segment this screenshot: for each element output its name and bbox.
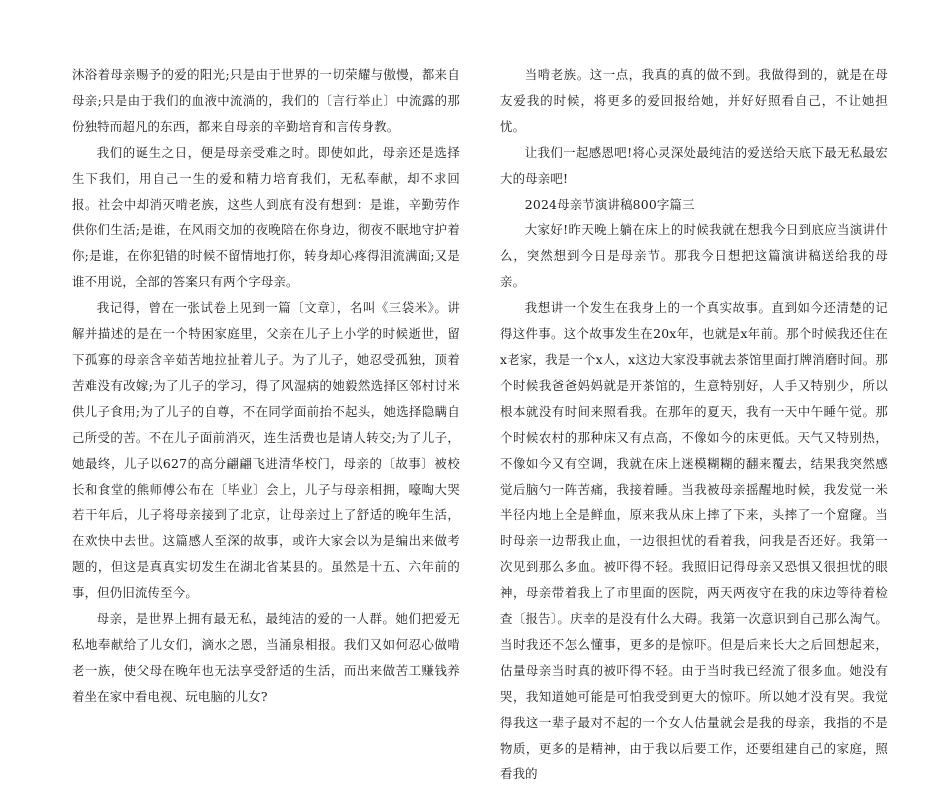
paragraph: 沐浴着母亲赐予的爱的阳光;只是由于世界的一切荣耀与傲慢，都来自母亲;只是由于我们的血液中流淌的，我们的〔言行举止〕中流露的那份独特而超凡的东西，都来自母亲的辛勤培育和言传身教。 (72, 67, 460, 134)
left-column (72, 62, 460, 710)
section-heading: 2024母亲节演讲稿800字篇三 (524, 196, 695, 212)
paragraph: 我想讲一个发生在我身上的一个真实故事。直到如今还清楚的记得这件事。这个故事发生在20x年，也就是x年前。那个时候我还住在x老家，我是一个x人，x这边大家没事就去茶馆里面打牌消磨时间。那个时候我爸爸妈妈就是开茶馆的，生意特别好，人手又特别少，所以根本就没有时间来照看我。在那年的夏天，我有一天中午睡午觉。那个时候农村的那种床又有点高，不像如今的床更低。天气又特别热，不像如今又有空调，我就在床上迷模糊糊的翻来覆去，结果我突然感觉后脑勺一阵苦痛，我接着睡。当我被母亲摇醒地时候，我发觉一米半径内地上全是鲜血，原来我从床上摔了下来，头摔了一个窟窿。当时母亲一边帮我止血，一边很担忧的看着我，问我是否还好。我第一次见到那么多血。被吓得不轻。我照旧记得母亲又恐惧又很担忧的眼神，母亲带着我上了市里面的医院，两天两夜守在我的床边等待着检查〔报告〕。庆幸的是没有什么大碍。我第一次意识到自己那么淘气。当时我还不怎么懂事，更多的是惊吓。但是后来长大之后回想起来，估量母亲当时真的被吓得不轻。由于当时我已经流了很多血。她没有哭，我知道她可能是可怕我受到更大的惊吓。所以她才没有哭。我觉得我这一辈子最对不起的一个女人估量就会是我的母亲，我指的不是物质，更多的是精神，由于我以后要工作，还要组建自己的家庭，照看我的 (500, 300, 888, 782)
paragraph: 大家好!昨天晚上躺在床上的时候我就在想我今日到底应当演讲什么，突然想到今日是母亲节。那我今日想把这篇演讲稿送给我的母亲。 (500, 222, 888, 290)
paragraph: 让我们一起感恩吧!将心灵深处最纯洁的爱送给天底下最无私最宏大的母亲吧! (500, 144, 888, 186)
paragraph: 母亲，是世界上拥有最无私，最纯洁的爱的一人群。她们把爱无私地奉献给了儿女们，滴水之恩，当涌泉相报。我们又如何忍心做啃老一族，使父母在晚年也无法享受舒适的生活，而出来做苦工赚钱养着坐在家中看电视、玩电脑的儿女? (72, 611, 460, 704)
paragraph: 当啃老族。这一点，我真的真的做不到。我做得到的，就是在母友爱我的时候，将更多的爱回报给她，并好好照看自己，不让她担忧。 (500, 67, 888, 134)
right-column (500, 62, 888, 787)
paragraph: 我记得，曾在一张试卷上见到一篇〔文章〕，名叫《三袋米》。讲解并描述的是在一个特困家庭里，父亲在儿子上小学的时候逝世，留下孤寡的母亲含辛茹苦地拉扯着儿子。为了儿子，她忍受孤独，顶着苦难没有改嫁;为了儿子的学习，得了风湿病的她毅然选择区邻村讨米供儿子食用;为了儿子的自尊，不在同学面前抬不起头，她选择隐瞒自己所受的苦。不在儿子面前消灭，连生活费也是请人转交;为了儿子，她最终，儿子以627的高分翩翩飞进清华校门，母亲的〔故事〕被校长和食堂的熊师傅公布在〔毕业〕会上，儿子与母亲相拥，嚎啕大哭若干年后，儿子将母亲接到了北京，让母亲过上了舒适的晚年生活，在欢快中去世。这篇感人至深的故事，或许大家会以为是编出来做考题的，但这是真真实切发生在湖北省某县的。虽然是十五、六年前的事，但仍旧流传至今。 (72, 300, 460, 601)
paragraph: 我们的诞生之日，便是母亲受难之时。即使如此，母亲还是选择生下我们，用自己一生的爱和精力培育我们，无私奉献，却不求回报。社会中却消灭啃老族，这些人到底有没有想到：是谁，辛勤劳作供你们生活;是谁，在风雨交加的夜晚陪在你身边，彻夜不眠地守护着你;是谁，在你犯错的时候不留情地打你，转身却心疼得泪流满面;又是谁不用说，全部的答案只有两个字母亲。 (72, 144, 460, 290)
